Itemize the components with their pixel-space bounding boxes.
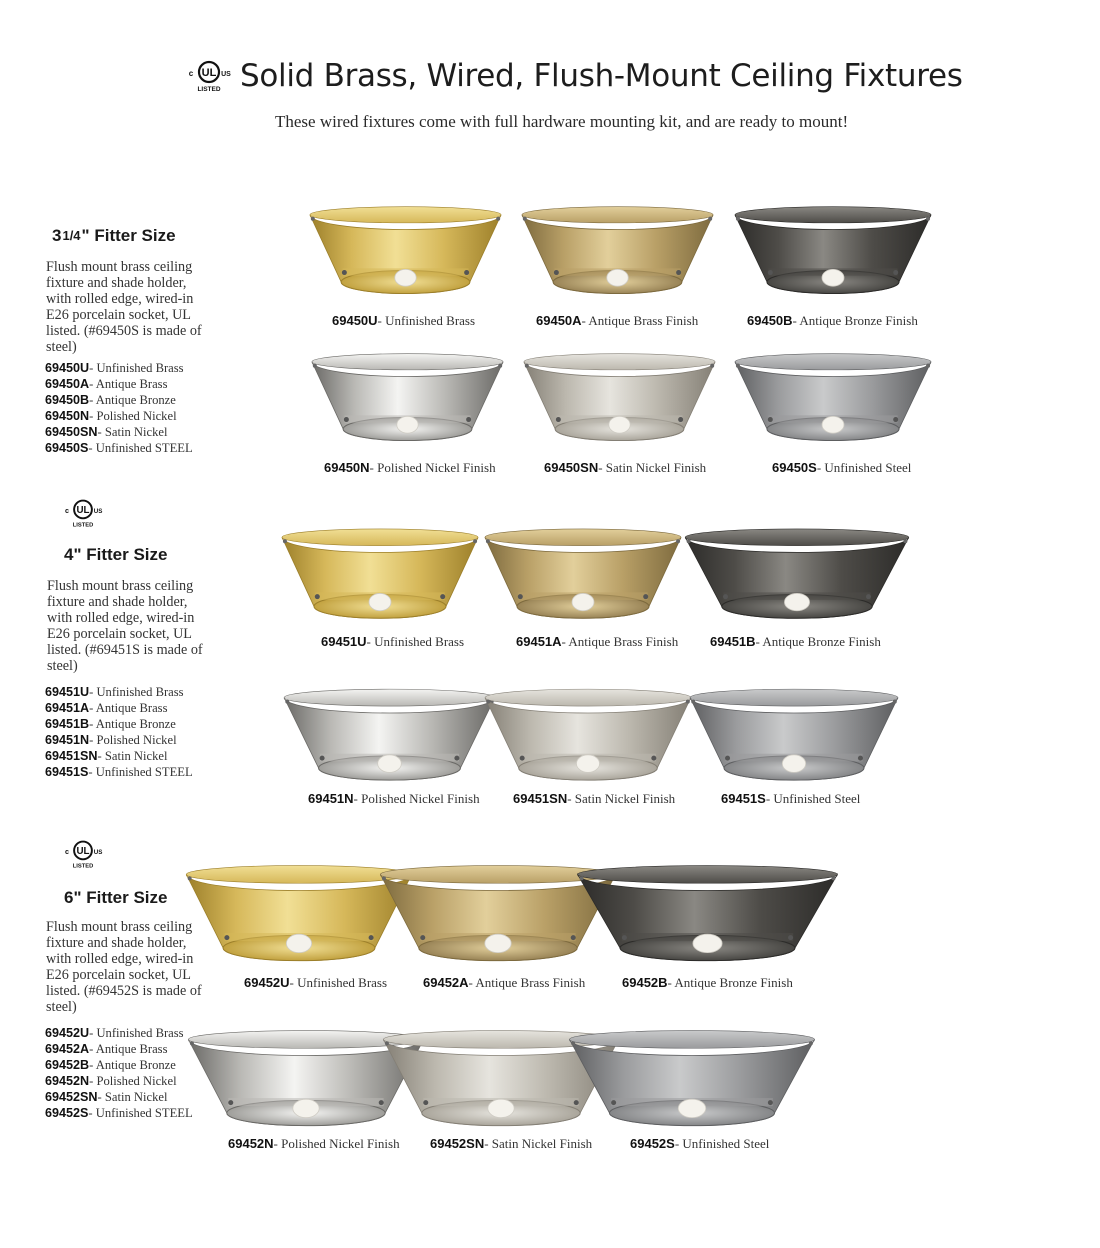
product-image [483,680,693,790]
screw [736,217,740,221]
screw [473,539,477,543]
screw [554,270,559,275]
sku-item: 69452U- Unfinished Brass [45,1026,184,1040]
fixture-drawing [733,345,933,450]
fixture-rim [312,354,503,370]
product-image [683,520,911,628]
screw [342,270,347,275]
product-caption: 69450B- Antique Bronze Finish [747,313,918,328]
screw [320,756,325,761]
sku-item: 69451B- Antique Bronze [45,717,176,731]
screw [831,876,835,880]
fixture-rim [578,866,838,884]
fixture-drawing [282,680,497,790]
screw [725,756,730,761]
screw [611,1100,616,1105]
fixture-drawing [310,345,505,450]
svg-text:LISTED: LISTED [197,86,221,93]
fixture-drawing [280,520,480,628]
screw [622,935,627,940]
svg-text:c: c [65,848,69,856]
screw [691,700,695,704]
socket [782,755,805,773]
sku-item: 69452S- Unfinished STEEL [45,1106,193,1120]
product-caption: 69451S- Unfinished Steel [721,791,861,806]
sku-item: 69451U- Unfinished Brass [45,685,184,699]
fixture-rim [485,529,681,546]
svg-text:LISTED: LISTED [72,863,94,870]
screw [523,217,527,221]
socket [607,269,628,286]
svg-text:LISTED: LISTED [72,522,94,529]
product-caption: 69451SN- Satin Nickel Finish [513,791,676,806]
screw [723,594,728,599]
socket [784,593,809,610]
fixture-rim [735,354,931,370]
screw [866,594,871,599]
socket [286,934,311,952]
screw [518,594,523,599]
screw [385,1041,389,1045]
socket [693,934,722,952]
sku-item: 69451S- Unfinished STEEL [45,765,193,779]
screw [678,417,683,422]
screw [768,417,773,422]
screw [188,876,192,880]
sku-item: 69450A- Antique Brass [45,377,168,391]
product-caption: 69452B- Antique Bronze Finish [622,975,793,990]
screw [556,417,561,422]
socket [293,1099,319,1117]
fixture-drawing [733,198,933,303]
screw [893,270,898,275]
screw [382,876,386,880]
sku-item: 69451N- Polished Nickel [45,733,177,747]
screw [224,935,229,940]
page-subtitle: These wired fixtures come with full hardware mounting kit, and are ready to mount! [275,112,849,131]
fitter-size-title: 6" Fitter Size [64,888,168,907]
sku-item: 69450B- Antique Bronze [45,393,176,407]
screw [525,364,529,368]
screw [498,364,502,368]
sku-item: 69450U- Unfinished Brass [45,361,184,375]
sku-item: 69452A- Antique Brass [45,1042,168,1056]
screw [710,364,714,368]
svg-text:UL: UL [76,505,90,516]
product-image [310,345,505,450]
fixture-rim [485,689,691,706]
fixture-drawing [483,520,683,628]
fitter-size-title: 4" Fitter Size [64,545,168,564]
screw [788,935,793,940]
ul-listed-logo [60,497,106,529]
screw [651,756,656,761]
screw [454,756,459,761]
screw [486,539,490,543]
product-image [733,345,933,450]
socket [678,1099,706,1117]
product-caption: 69452N- Polished Nickel Finish [228,1136,400,1151]
product-caption: 69450S- Unfinished Steel [772,460,912,475]
svg-text:US: US [221,71,231,78]
product-caption: 69451A- Antique Brass Finish [516,634,679,649]
screw [283,539,287,543]
socket [609,416,630,433]
socket [576,755,599,773]
fixture-rim [690,689,898,706]
fitter-description: Flush mount brass ceiling fixture and shade holder, with rolled edge, wired-in E26 porcelain socket, UL listed. (#69452S is made of steel) [46,919,202,1015]
fitter-description: Flush mount brass ceiling fixture and shade holder, with rolled edge, wired-in E26 porcelain socket, UL listed. (#69450S is made of steel) [46,259,202,355]
product-image [522,345,717,450]
sku-item: 69452B- Antique Bronze [45,1058,176,1072]
screw [571,1041,575,1045]
sku-item: 69451SN- Satin Nickel [45,749,168,763]
screw [768,270,773,275]
screw [736,364,740,368]
screw [344,417,349,422]
ul-listed-logo [60,838,106,870]
socket [395,269,416,286]
ul-mark-text: UL [201,67,217,79]
product-image [575,856,840,971]
product-image [282,680,497,790]
screw [496,217,500,221]
socket [485,934,511,952]
product-image [688,680,900,790]
screw [486,700,490,704]
socket [488,1099,514,1117]
fixture-drawing [520,198,715,303]
product-image [733,198,933,303]
screw [893,417,898,422]
product-caption: 69450N- Polished Nickel Finish [324,460,496,475]
fixture-rim [524,354,715,370]
socket [397,416,418,433]
product-image [308,198,503,303]
screw [420,935,425,940]
product-caption: 69450U- Unfinished Brass [332,313,476,328]
fixture-drawing [483,680,693,790]
product-image [567,1021,817,1136]
product-caption: 69452SN- Satin Nickel Finish [430,1136,593,1151]
screw [708,217,712,221]
sku-list [45,1025,193,1121]
sku-item: 69450S- Unfinished STEEL [45,441,193,455]
screw [926,364,930,368]
sku-item: 69452SN- Satin Nickel [45,1090,168,1104]
fixture-drawing [688,680,900,790]
fixture-drawing [308,198,503,303]
screw [313,364,317,368]
sku-item: 69450N- Polished Nickel [45,409,177,423]
screw [643,594,648,599]
socket [822,416,844,433]
socket [378,755,402,773]
sku-list [45,684,193,780]
screw [676,539,680,543]
product-caption: 69452S- Unfinished Steel [630,1136,770,1151]
product-image [483,520,683,628]
svg-text:c: c [65,507,69,515]
screw [440,594,445,599]
screw [464,270,469,275]
screw [893,700,897,704]
screw [311,217,315,221]
screw [926,217,930,221]
product-caption: 69450A- Antique Brass Finish [536,313,699,328]
fitter-size-title: 31/4" Fitter Size [52,226,176,245]
sku-item: 69450SN- Satin Nickel [45,425,168,439]
screw [520,756,525,761]
fixture-drawing [522,345,717,450]
fixture-rim [570,1031,815,1049]
screw [423,1100,428,1105]
socket [572,593,594,610]
screw [580,876,584,880]
product-image [520,198,715,303]
svg-text:US: US [93,849,103,856]
product-caption: 69451U- Unfinished Brass [321,634,465,649]
product-caption: 69452U- Unfinished Brass [244,975,388,990]
screw [676,270,681,275]
screw [466,417,471,422]
screw [858,756,863,761]
fixture-rim [735,207,931,223]
fixture-rim [522,207,713,223]
screw [369,935,374,940]
product-caption: 69450SN- Satin Nickel Finish [544,460,707,475]
sku-list [45,360,193,456]
product-caption: 69451N- Polished Nickel Finish [308,791,480,806]
screw [768,1100,773,1105]
fitter-description: Flush mount brass ceiling fixture and shade holder, with rolled edge, wired-in E26 porcelain socket, UL listed. (#69451S is made of steel) [47,578,203,674]
screw [285,700,289,704]
sku-item: 69452N- Polished Nickel [45,1074,177,1088]
fixture-drawing [567,1021,817,1136]
socket [822,269,844,286]
svg-text:c: c [188,69,194,78]
fixture-rim [310,207,501,223]
fixture-rim [685,529,908,546]
page-title: Solid Brass, Wired, Flush-Mount Ceiling Fixtures [240,58,963,94]
fixture-rim [282,529,478,546]
screw [903,539,907,543]
svg-text:UL: UL [76,846,90,857]
product-caption: 69452A- Antique Brass Finish [423,975,586,990]
screw [687,539,691,543]
svg-text:US: US [93,508,103,515]
fixture-rim [284,689,495,706]
ul-listed-logo [186,58,232,94]
product-caption: 69451B- Antique Bronze Finish [710,634,881,649]
socket [369,593,391,610]
fixture-drawing [683,520,911,628]
fixture-drawing [575,856,840,971]
screw [315,594,320,599]
screw [809,1041,813,1045]
sku-item: 69451A- Antique Brass [45,701,168,715]
screw [190,1041,194,1045]
screw [228,1100,233,1105]
product-image [280,520,480,628]
